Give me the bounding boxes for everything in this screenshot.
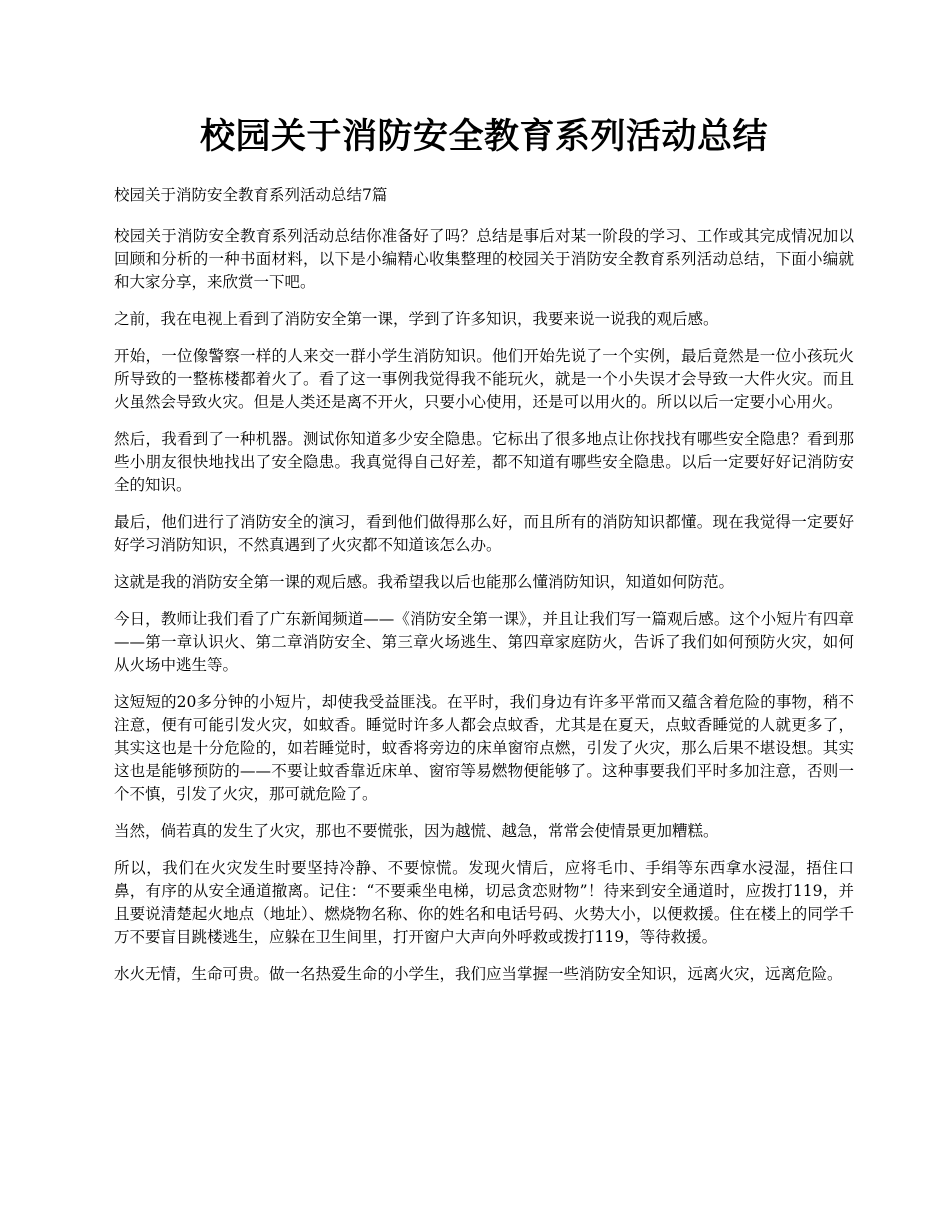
paragraph: 这就是我的消防安全第一课的观后感。我希望我以后也能那么懂消防知识，知道如何防范。: [114, 573, 735, 591]
document-subtitle: 校园关于消防安全教育系列活动总结7篇: [114, 186, 388, 204]
paragraph: 当然，倘若真的发生了火灾，那也不要慌张，因为越慌、越急，常常会使情景更加糟糕。: [114, 822, 719, 840]
paragraph: 开始，一位像警察一样的人来交一群小学生消防知识。他们开始先说了一个实例，最后竟然是一位小孩玩火所导致的一整栋楼都着火了。看了这一事例我觉得我不能玩火，就是一个小失误才会导致一大件火灾。而且火虽然会导致火灾。但是人类还是离不开火，只要小心使用，还是可以用火的。所以以后一定要小心用火。: [114, 347, 854, 411]
document-page: [114, 0, 854, 986]
paragraph: 今日，教师让我们看了广东新闻频道——《消防安全第一课》，并且让我们写一篇观后感。这个小短片有四章——第一章认识火、第二章消防安全、第三章火场逃生、第四章家庭防火，告诉了我们如何预防火灾，如何从火场中逃生等。: [114, 610, 854, 674]
paragraph: 所以，我们在火灾发生时要坚持冷静、不要惊慌。发现火情后，应将毛巾、手绢等东西拿水浸湿，捂住口鼻，有序的从安全通道撤离。记住：“不要乘坐电梯，切忌贪恋财物”！待来到安全通道时，应拨打119，并且要说清楚起火地点（地址）、燃烧物名称、你的姓名和电话号码、火势大小，以便救援。住在楼上的同学千万不要盲目跳楼逃生，应躲在卫生间里，打开窗户大声向外呼救或拨打119，等待救援。: [114, 859, 854, 946]
paragraph: 之前，我在电视上看到了消防安全第一课，学到了许多知识，我要来说一说我的观后感。: [114, 310, 719, 328]
paragraph: 最后，他们进行了消防安全的演习，看到他们做得那么好，而且所有的消防知识都懂。现在我觉得一定要好好学习消防知识，不然真遇到了火灾都不知道该怎么办。: [114, 513, 854, 554]
paragraph-conclusion: 水火无情，生命可贵。做一名热爱生命的小学生，我们应当掌握一些消防安全知识，远离火灾，远离危险。: [114, 965, 843, 983]
paragraph: 然后，我看到了一种机器。测试你知道多少安全隐患。它标出了很多地点让你找找有哪些安全隐患？看到那些小朋友很快地找出了安全隐患。我真觉得自己好差，都不知道有哪些安全隐患。以后一定要好好记消防安全的知识。: [114, 430, 854, 494]
paragraph-intro: 校园关于消防安全教育系列活动总结你准备好了吗？总结是事后对某一阶段的学习、工作或其完成情况加以回顾和分析的一种书面材料，以下是小编精心收集整理的校园关于消防安全教育系列活动总结，下面小编就和大家分享，来欣赏一下吧。: [114, 227, 854, 291]
paragraph: 这短短的20多分钟的小短片，却使我受益匪浅。在平时，我们身边有许多平常而又蕴含着危险的事物，稍不注意，便有可能引发火灾，如蚊香。睡觉时许多人都会点蚊香，尤其是在夏天，点蚊香睡觉的人就更多了，其实这也是十分危险的，如若睡觉时，蚊香将旁边的床单窗帘点燃，引发了火灾，那么后果不堪设想。其实这也是能够预防的——不要让蚊香靠近床单、窗帘等易燃物便能够了。这种事要我们平时多加注意，否则一个不慎，引发了火灾，那可就危险了。: [114, 693, 854, 803]
document-title: 校园关于消防安全教育系列活动总结: [199, 116, 768, 157]
